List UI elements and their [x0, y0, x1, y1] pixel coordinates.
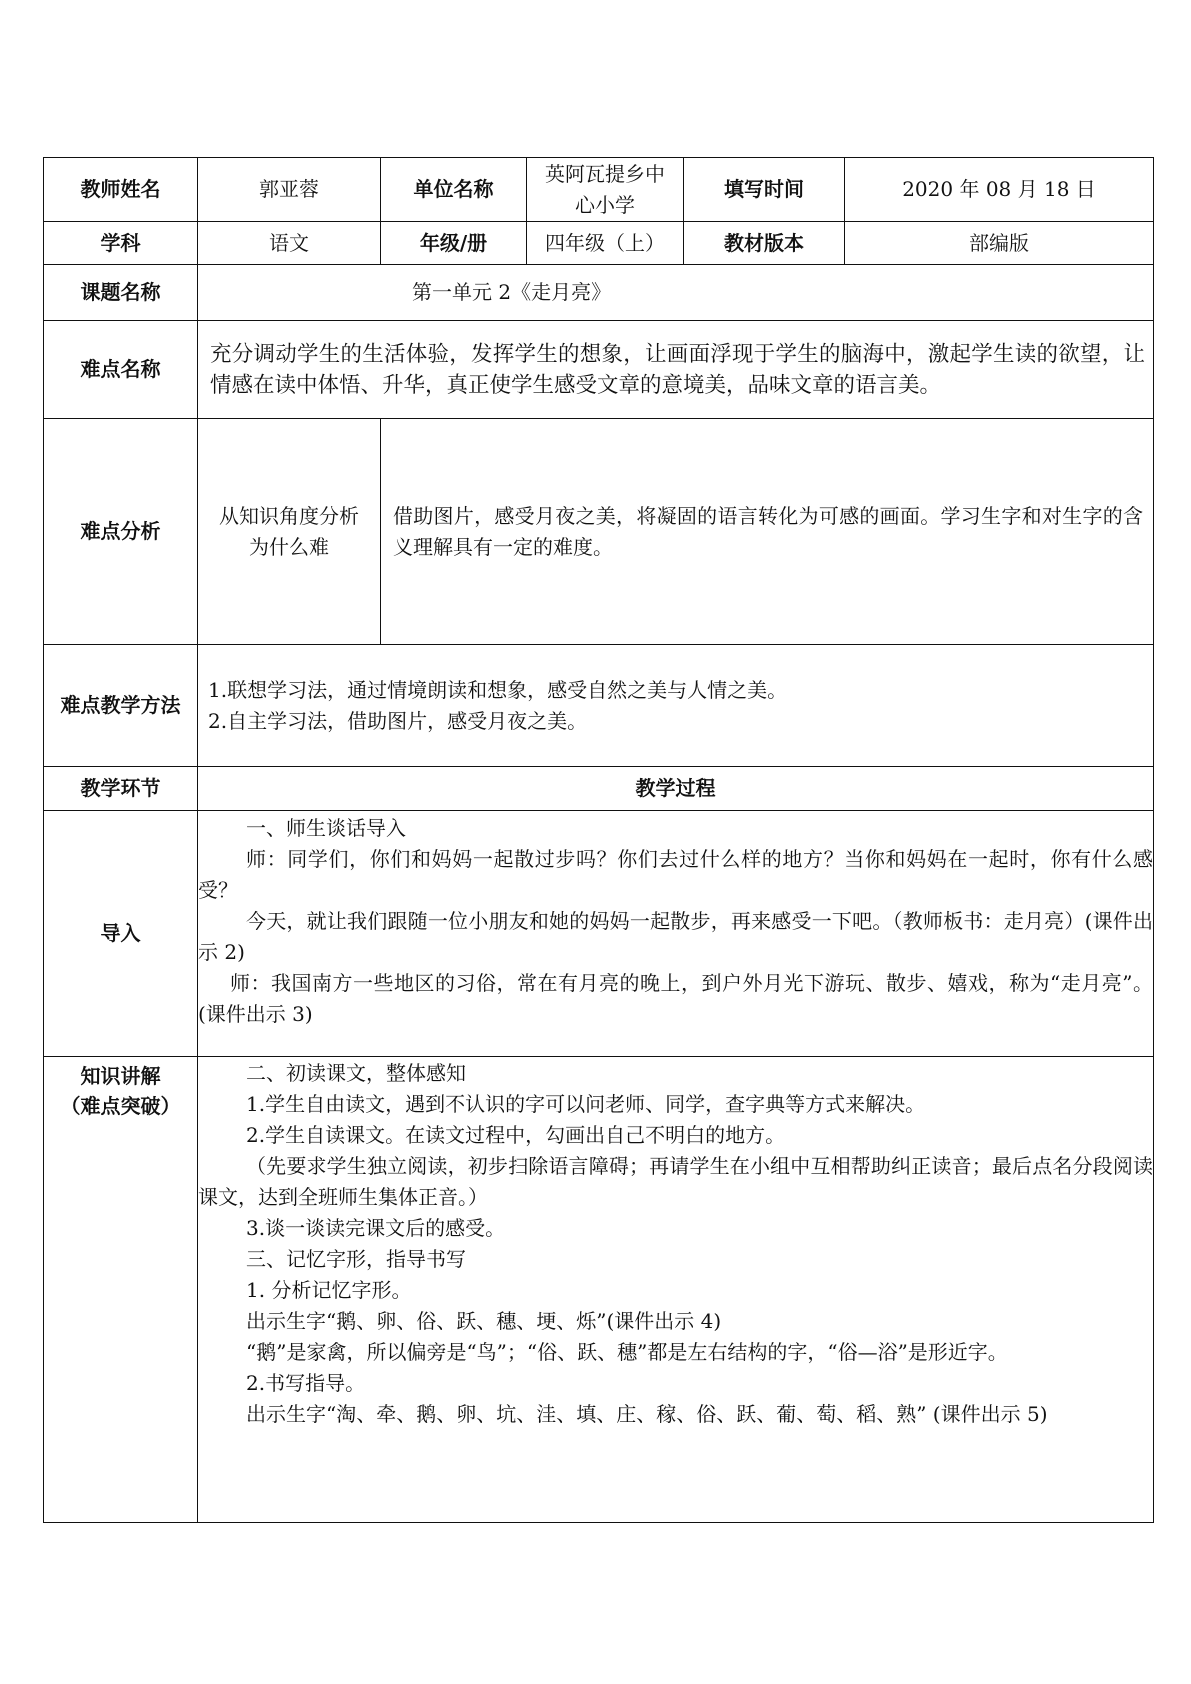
intro-line: 师：同学们，你们和妈妈一起散过步吗？你们去过什么样的地方？当你和妈妈在一起时，你有什么感受？	[198, 847, 1153, 902]
knowledge-line: 1.学生自由读文，遇到不认识的字可以问老师、同学，查字典等方式来解决。	[246, 1092, 926, 1116]
intro-line: 师：我国南方一些地区的习俗，常在有月亮的晚上，到户外月光下游玩、散步、嬉戏，称为“走月亮”。(课件出示 3)	[198, 971, 1153, 1026]
analysis-sub-label: 从知识角度分析为什么难	[198, 419, 381, 645]
intro-row	[44, 811, 1154, 1057]
method-line: 2.自主学习法，借助图片，感受月夜之美。	[208, 708, 588, 733]
method-label: 难点教学方法	[44, 645, 198, 767]
header-row-1	[44, 158, 1154, 222]
difficulty-value: 充分调动学生的生活体验，发挥学生的想象，让画面浮现于学生的脑海中，激起学生读的欲望，让情感在读中体悟、升华，真正使学生感受文章的意境美，品味文章的语言美。	[198, 321, 1154, 419]
fill-date-value: 2020 年 08 月 18 日	[845, 158, 1154, 222]
knowledge-label	[44, 1057, 198, 1523]
knowledge-row	[44, 1057, 1154, 1523]
intro-line: 一、师生谈话导入	[246, 816, 406, 840]
teaching-process-header: 教学过程	[198, 767, 1154, 811]
unit-name-label: 单位名称	[381, 158, 527, 222]
knowledge-label-line1: 知识讲解	[80, 1064, 161, 1088]
unit-name-value: 英阿瓦提乡中心小学	[527, 158, 684, 222]
lesson-plan-table	[43, 157, 1154, 1523]
knowledge-line: “鹅”是家禽，所以偏旁是“鸟”；“俗、跃、穗”都是左右结构的字，“俗—浴”是形近字。	[246, 1340, 1008, 1364]
edition-value: 部编版	[845, 222, 1154, 265]
grade-label: 年级/册	[381, 222, 527, 265]
difficulty-row	[44, 321, 1154, 419]
header-row-2	[44, 222, 1154, 265]
edition-label: 教材版本	[684, 222, 845, 265]
teacher-name-value: 郭亚蓉	[198, 158, 381, 222]
knowledge-content	[198, 1057, 1154, 1523]
analysis-row	[44, 419, 1154, 645]
intro-content	[198, 811, 1154, 1057]
knowledge-line: 三、记忆字形，指导书写	[246, 1247, 466, 1271]
knowledge-line: 出示生字“淘、牵、鹅、卵、坑、洼、填、庄、稼、俗、跃、葡、萄、稻、熟” (课件出示 5)	[246, 1402, 1048, 1426]
teacher-name-label: 教师姓名	[44, 158, 198, 222]
teaching-step-header: 教学环节	[44, 767, 198, 811]
subject-label: 学科	[44, 222, 198, 265]
subject-value: 语文	[198, 222, 381, 265]
grade-value: 四年级（上）	[527, 222, 684, 265]
knowledge-label-line2: （难点突破）	[60, 1094, 181, 1118]
topic-value: 第一单元 2《走月亮》	[198, 265, 1154, 321]
method-content	[198, 645, 1154, 767]
topic-row	[44, 265, 1154, 321]
knowledge-line: （先要求学生独立阅读，初步扫除语言障碍；再请学生在小组中互相帮助纠正读音；最后点名分段阅读课文，达到全班师生集体正音。）	[198, 1154, 1153, 1209]
analysis-label: 难点分析	[44, 419, 198, 645]
difficulty-label: 难点名称	[44, 321, 198, 419]
method-row	[44, 645, 1154, 767]
intro-line: 今天，就让我们跟随一位小朋友和她的妈妈一起散步，再来感受一下吧。（教师板书：走月亮）(课件出示 2)	[198, 909, 1153, 964]
knowledge-line: 1. 分析记忆字形。	[246, 1278, 412, 1302]
knowledge-line: 二、初读课文，整体感知	[246, 1061, 466, 1085]
knowledge-line: 3.谈一谈读完课文后的感受。	[246, 1216, 506, 1240]
topic-label: 课题名称	[44, 265, 198, 321]
knowledge-line: 出示生字“鹅、卵、俗、跃、穗、埂、烁”(课件出示 4)	[246, 1309, 722, 1333]
method-line: 1.联想学习法，通过情境朗读和想象，感受自然之美与人情之美。	[208, 677, 788, 702]
knowledge-line: 2.书写指导。	[246, 1371, 366, 1395]
process-header-row	[44, 767, 1154, 811]
intro-label: 导入	[44, 811, 198, 1057]
knowledge-line: 2.学生自读课文。在读文过程中，勾画出自己不明白的地方。	[246, 1123, 786, 1147]
analysis-value: 借助图片，感受月夜之美，将凝固的语言转化为可感的画面。学习生字和对生字的含义理解具有一定的难度。	[381, 419, 1154, 645]
fill-date-label: 填写时间	[684, 158, 845, 222]
